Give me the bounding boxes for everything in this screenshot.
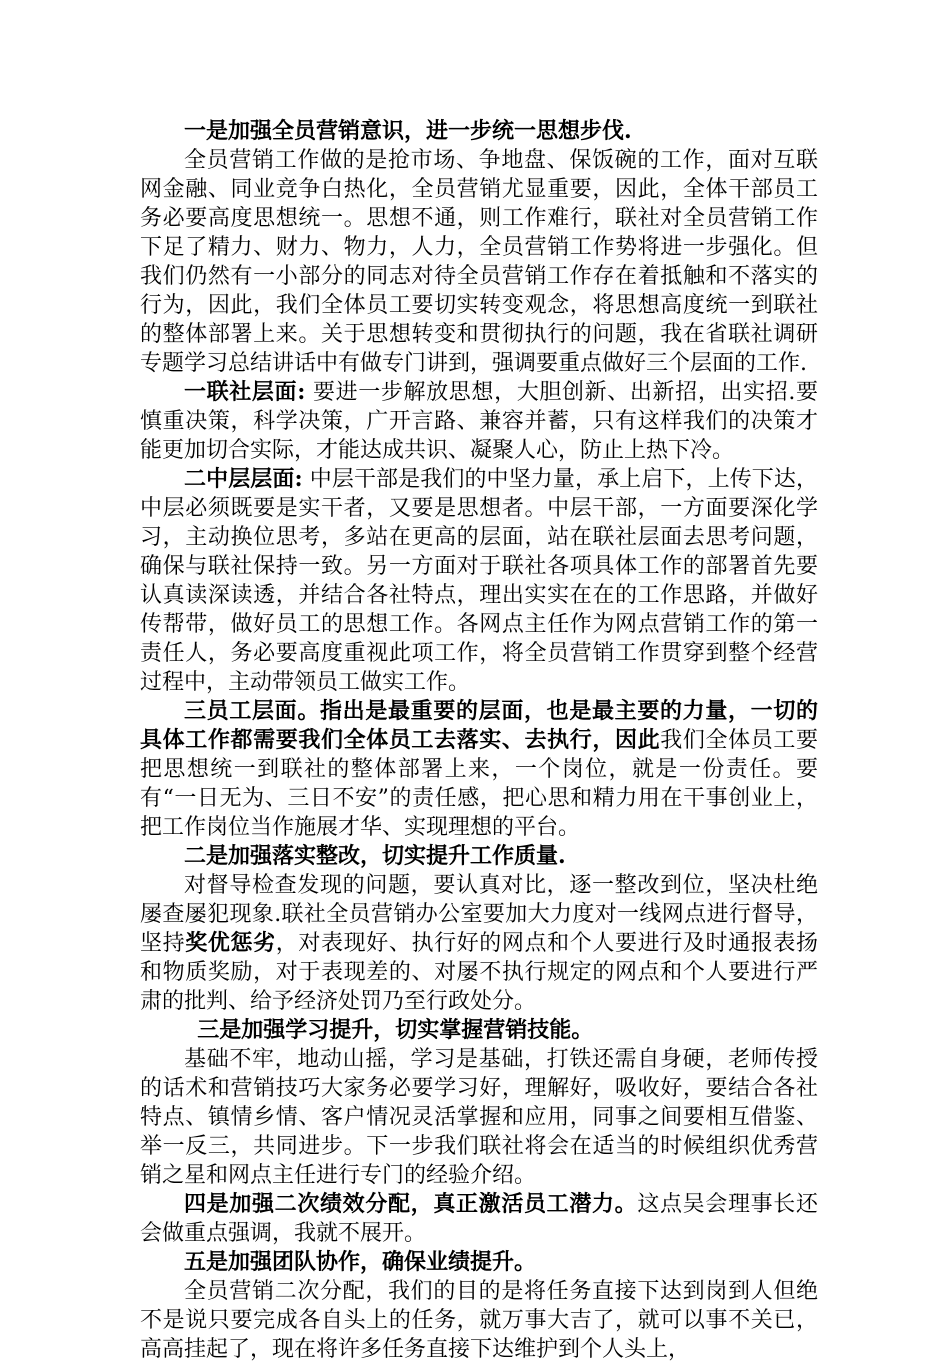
paragraph-7-text: 这点吴会理事长还会做重点强调，我就不展开。 xyxy=(140,1192,818,1246)
heading-5-text: 五是加强团队协作，确保业绩提升。 xyxy=(184,1249,537,1275)
paragraph-5-emphasis: 奖优惩劣 xyxy=(185,930,276,956)
paragraph-6: 基础不牢，地动山摇，学习是基础，打铁还需自身硬，老师传授的话术和营销技巧大家务必要学习好，理解好，吸收好，要结合各社特点、镇情乡情、客户情况灵活掌握和应用，同事之间要相互借鉴、举一反三，共同进步。下一步我们联社将会在适当的时候组织优秀营销之星和网点主任进行专门的经验介绍。 xyxy=(140,1047,818,1188)
document-body xyxy=(140,117,818,1364)
paragraph-3-lead: 二中层层面: xyxy=(184,466,303,492)
heading-2-text: 二是加强落实整改，切实提升工作质量. xyxy=(184,843,566,869)
paragraph-5-text-a: 对督导检查发现的问题，要认真对比，逐一整改到位，坚决杜绝屡查屡犯现象.联社全员营销办公室要加大力度对一线网点进行督导，坚持 xyxy=(140,873,818,956)
paragraph-2 xyxy=(140,378,818,465)
heading-2 xyxy=(140,842,818,871)
paragraph-4-text: 我们全体员工要把思想统一到联社的整体部署上来，一个岗位，就是一份责任。要有“一日无为、三日不安”的责任感，把心思和精力用在干事创业上，把工作岗位当作施展才华、实现理想的平台。 xyxy=(140,728,818,840)
paragraph-4-lead: 三员工层面。指出是最重要的层面，也是最主要的力量，一切的具体工作都需要我们全体员工去落实、去执行，因此 xyxy=(140,698,818,753)
paragraph-3-text: 中层干部是我们的中坚力量，承上启下，上传下达，中层必须既要是实干者，又要是思想者。中层干部，一方面要深化学习，主动换位思考，多站在更高的层面，站在联社层面去思考问题，确保与联社保持一致。另一方面对于联社各项具体工作的部署首先要认真读深读透，并结合各社特点，理出实实在在的工作思路，并做好传帮带，做好员工的思想工作。各网点主任作为网点营销工作的第一责任人，务必要高度重视此项工作，将全员营销工作贯穿到整个经营过程中，主动带领员工做实工作。 xyxy=(140,467,818,695)
paragraph-7 xyxy=(140,1190,818,1248)
paragraph-3 xyxy=(140,465,818,697)
heading-3 xyxy=(140,1016,818,1045)
paragraph-8: 全员营销二次分配，我们的目的是将任务直接下达到岗到人但绝不是说只要完成各自头上的任务，就万事大吉了，就可以事不关已，高高挂起了，现在将许多任务直接下达维护到个人头上， xyxy=(140,1279,818,1362)
paragraph-5 xyxy=(140,871,818,1016)
heading-3-text: 三是加强学习提升，切实掌握营销技能。 xyxy=(197,1017,594,1043)
heading-1-text: 一是加强全员营销意识，进一步统一思想步伐. xyxy=(184,118,632,144)
paragraph-1: 全员营销工作做的是抢市场、争地盘、保饭碗的工作，面对互联网金融、同业竞争白热化，全员营销尤显重要，因此，全体干部员工务必要高度思想统一。思想不通，则工作难行，联社对全员营销工作下足了精力、财力、物力，人力，全员营销工作势将进一步强化。但我们仍然有一小部分的同志对待全员营销工作存在着抵触和不落实的行为，因此，我们全体员工要切实转变观念，将思想高度统一到联社的整体部署上来。关于思想转变和贯彻执行的问题，我在省联社调研专题学习总结讲话中有做专门讲到，强调要重点做好三个层面的工作. xyxy=(140,148,818,376)
paragraph-2-lead: 一联社层面: xyxy=(184,379,306,405)
paragraph-7-lead: 四是加强二次绩效分配，真正激活员工潜力。 xyxy=(184,1191,638,1217)
heading-1 xyxy=(140,117,818,146)
paragraph-4 xyxy=(140,697,818,842)
heading-5 xyxy=(140,1248,818,1277)
paragraph-5-text-c: ，对表现好、执行好的网点和个人要进行及时通报表扬和物质奖励，对于表现差的、对屡不执行规定的网点和个人要进行严肃的批判、给予经济处罚乃至行政处分。 xyxy=(140,931,818,1014)
paragraph-2-text: 要进一步解放思想，大胆创新、出新招，出实招.要慎重决策，科学决策，广开言路、兼容并蓄，只有这样我们的决策才能更加切合实际，才能达成共识、凝聚人心，防止上热下冷。 xyxy=(140,380,818,463)
